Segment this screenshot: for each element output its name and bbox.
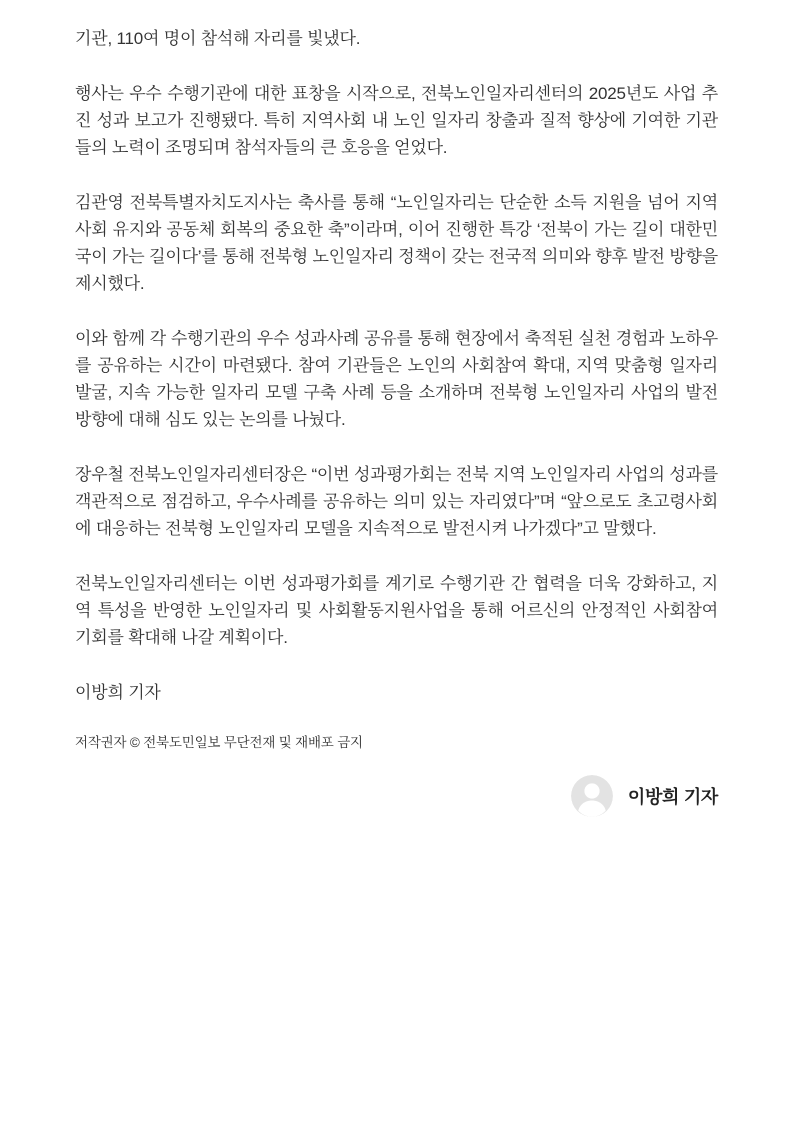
article-paragraph: 장우철 전북노인일자리센터장은 “이번 성과평가회는 전북 지역 노인일자리 사업의 성과를 객관적으로 점검하고, 우수사례를 공유하는 의미 있는 자리였다”며 “앞으로도 초고령사회에 대응하는 전북형 노인일자리 모델을 지속적으로 발전시켜 나가겠다”고 말했다.: [75, 465, 718, 538]
article-paragraph: 전북노인일자리센터는 이번 성과평가회를 계기로 수행기관 간 협력을 더욱 강화하고, 지역 특성을 반영한 노인일자리 및 사회활동지원사업을 통해 어르신의 안정적인 사회참여 기회를 확대해 나갈 계획이다.: [75, 574, 718, 647]
reporter-card[interactable]: [75, 775, 718, 817]
article-paragraph: 김관영 전북특별자치도지사는 축사를 통해 “노인일자리는 단순한 소득 지원을 넘어 지역사회 유지와 공동체 회복의 중요한 축”이라며, 이어 진행한 특강 ‘전북이 가는 길이 대한민국이 가는 길이다’를 통해 전북형 노인일자리 정책이 갖는 전국적 의미와 향후 발전 방향을 제시했다.: [75, 193, 718, 293]
article-paragraph: 이와 함께 각 수행기관의 우수 성과사례 공유를 통해 현장에서 축적된 실천 경험과 노하우를 공유하는 시간이 마련됐다. 참여 기관들은 노인의 사회참여 확대, 지역 맞춤형 일자리 발굴, 지속 가능한 일자리 모델 구축 사례 등을 소개하며 전북형 노인일자리 사업의 발전 방향에 대해 심도 있는 논의를 나눴다.: [75, 329, 718, 429]
copyright-notice: 저작권자 © 전북도민일보 무단전재 및 재배포 금지: [75, 735, 363, 750]
reporter-name[interactable]: 이방희 기자: [627, 787, 718, 807]
article-byline: 이방희 기자: [75, 683, 161, 702]
article-paragraph: 기관, 110여 명이 참석해 자리를 빛냈다.: [75, 29, 361, 48]
person-silhouette-icon: [571, 775, 613, 817]
reporter-avatar[interactable]: [571, 775, 613, 817]
article-paragraph: 행사는 우수 수행기관에 대한 표창을 시작으로, 전북노인일자리센터의 2025년도 사업 추진 성과 보고가 진행됐다. 특히 지역사회 내 노인 일자리 창출과 질적 향상에 기여한 기관들의 노력이 조명되며 참석자들의 큰 호응을 얻었다.: [75, 84, 718, 157]
